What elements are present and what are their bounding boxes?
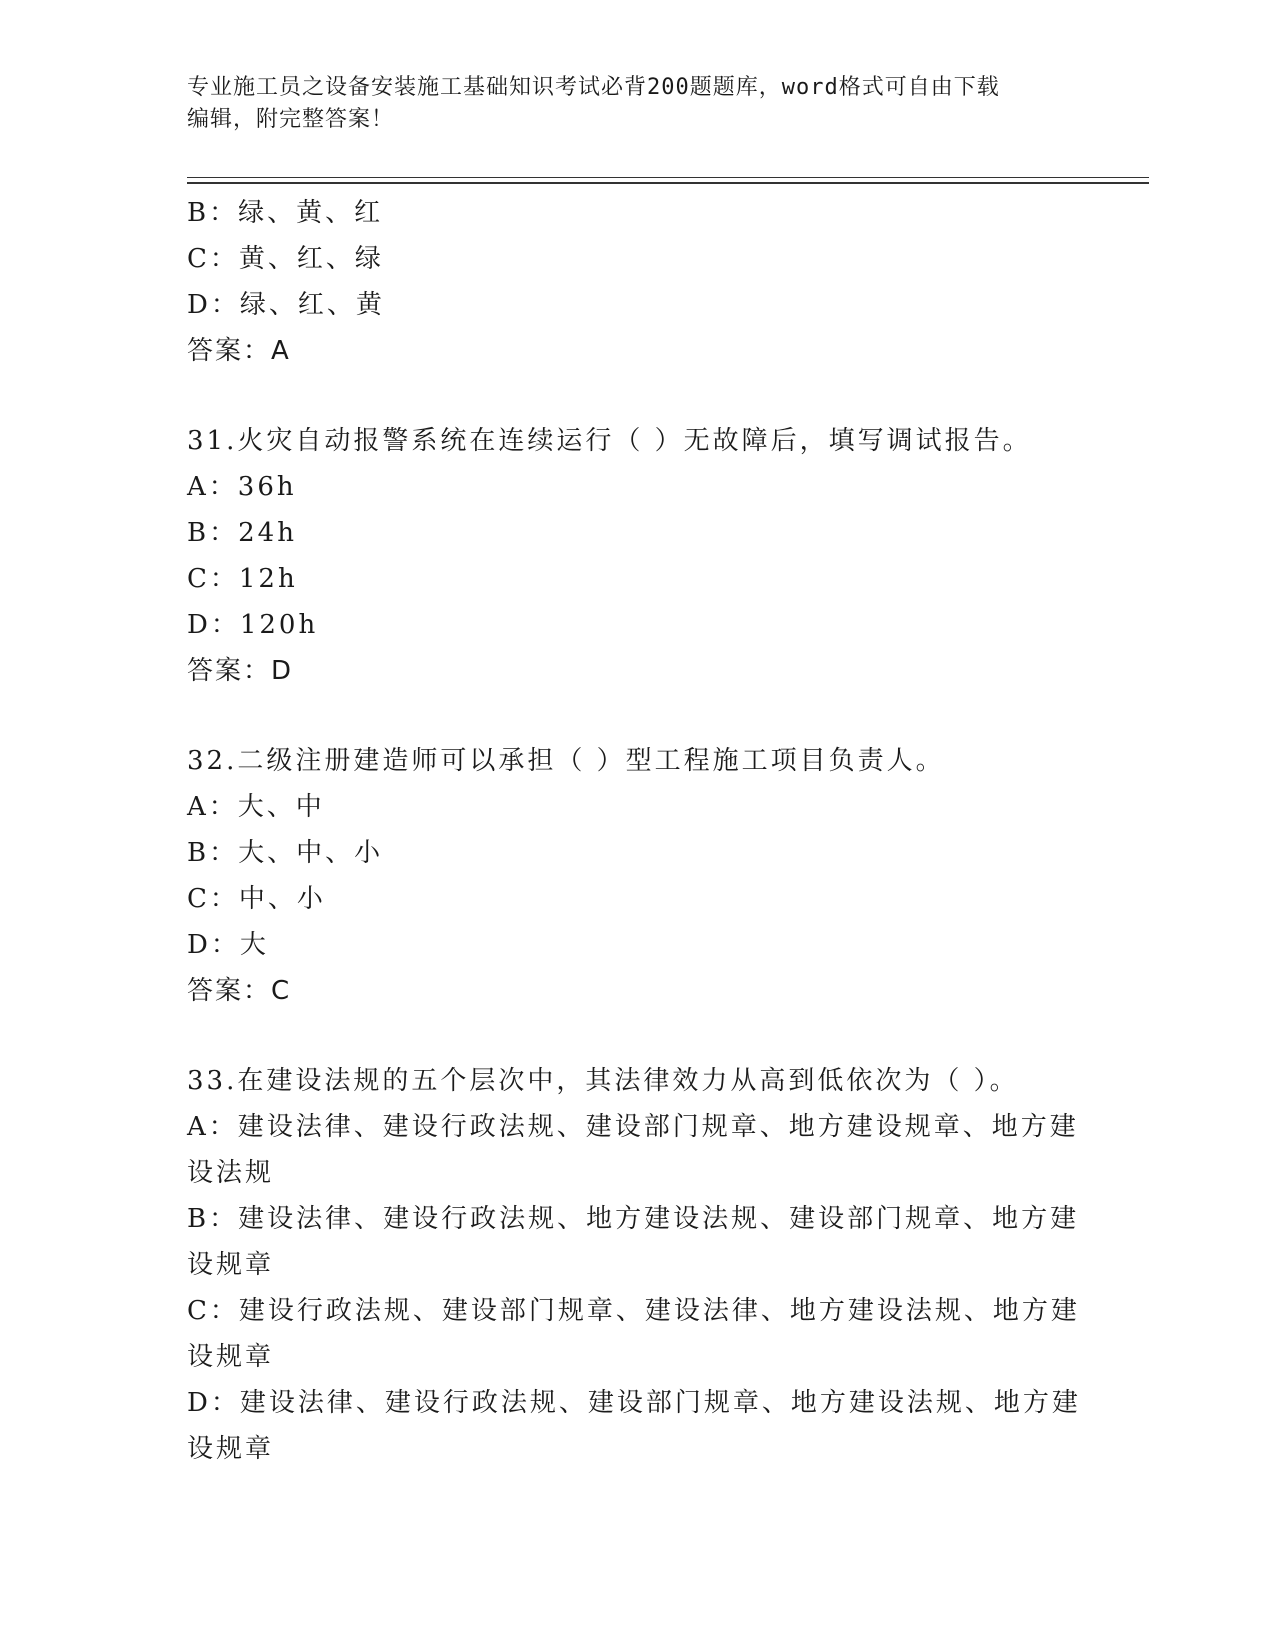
option-d-line-1: D：建设法律、建设行政法规、建设部门规章、地方建设法规、地方建	[187, 1388, 1081, 1418]
option-a: A：36h	[187, 472, 297, 502]
option-a: A：大、中	[187, 792, 325, 822]
question-list	[187, 190, 1087, 1472]
option-d: D：120h	[187, 610, 319, 640]
answer-line: 答案：A	[187, 336, 291, 366]
option-b: B：大、中、小	[187, 838, 384, 868]
option-d-line-2: 设规章	[187, 1434, 275, 1464]
option-b: B：绿、黄、红	[187, 198, 384, 228]
question-32	[187, 738, 1087, 1014]
option-a-line-2: 设法规	[187, 1158, 275, 1188]
option-c: C：中、小	[187, 884, 326, 914]
question-text: 33.在建设法规的五个层次中，其法律效力从高到低依次为（ ）。	[187, 1066, 1019, 1096]
option-c: C：黄、红、绿	[187, 244, 384, 274]
question-31	[187, 418, 1087, 694]
option-d: D：绿、红、黄	[187, 290, 385, 320]
option-a-line-1: A：建设法律、建设行政法规、建设部门规章、地方建设规章、地方建	[187, 1112, 1079, 1142]
spacer	[187, 1014, 1087, 1058]
header-title-line-1: 专业施工员之设备安装施工基础知识考试必背200题题库，word格式可自由下载	[187, 75, 1000, 100]
option-c-line-1: C：建设行政法规、建设部门规章、建设法律、地方建设法规、地方建	[187, 1296, 1080, 1326]
option-b-line-2: 设规章	[187, 1250, 275, 1280]
header-divider-thick	[187, 182, 1149, 184]
answer-line: 答案：D	[187, 656, 294, 686]
question-30	[187, 190, 1087, 374]
header-divider-thin	[187, 177, 1149, 178]
question-33	[187, 1058, 1087, 1472]
option-c-line-2: 设规章	[187, 1342, 275, 1372]
answer-line: 答案：C	[187, 976, 292, 1006]
question-text: 32.二级注册建造师可以承担（ ）型工程施工项目负责人。	[187, 746, 945, 776]
document-header	[187, 72, 1087, 136]
spacer	[187, 374, 1087, 418]
option-b: B：24h	[187, 518, 297, 548]
spacer	[187, 694, 1087, 738]
header-title-line-2: 编辑，附完整答案！	[187, 107, 395, 132]
option-c: C：12h	[187, 564, 298, 594]
question-text: 31.火灾自动报警系统在连续运行（ ）无故障后，填写调试报告。	[187, 426, 1032, 456]
option-b-line-1: B：建设法律、建设行政法规、地方建设法规、建设部门规章、地方建	[187, 1204, 1080, 1234]
option-d: D：大	[187, 930, 269, 960]
